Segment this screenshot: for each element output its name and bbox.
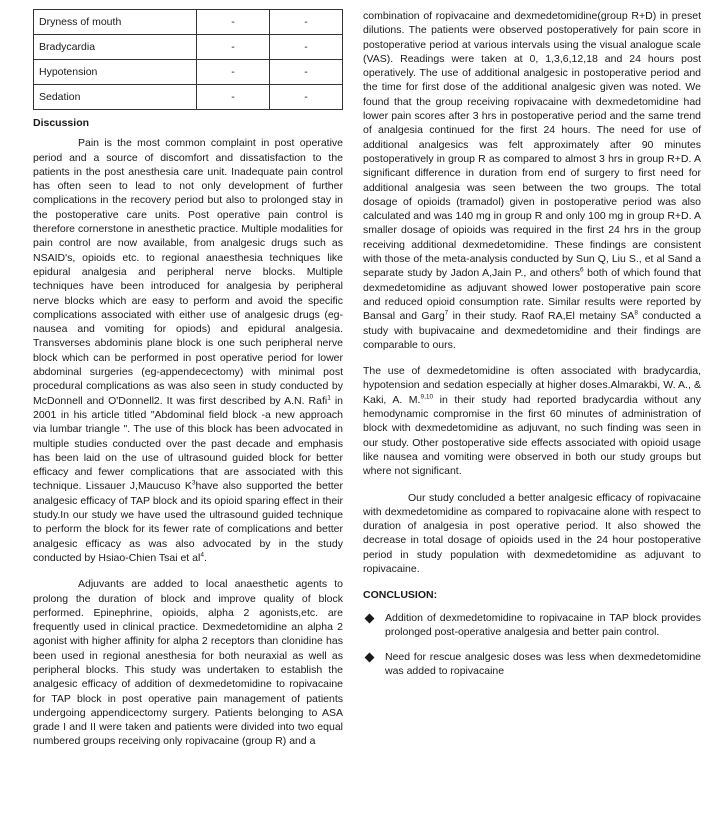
conclusion-item xyxy=(363,650,701,679)
row-label: Sedation xyxy=(34,85,197,110)
group-rd-cell: - xyxy=(270,10,343,35)
group-rd-cell: - xyxy=(270,35,343,60)
group-r-cell: - xyxy=(197,10,270,35)
conclusion-item xyxy=(363,611,701,640)
table-row xyxy=(34,60,343,85)
row-label: Hypotension xyxy=(34,60,197,85)
citation-superscript: 3 xyxy=(191,479,196,487)
group-rd-cell: - xyxy=(270,85,343,110)
discussion-paragraph-5: Our study concluded a better analgesic efficacy of ropivacaine with dexmedetomidine as compared to ropivacaine alone with respect to duration of analgesia in post operative period. It also showed the decrease in total dosage of opioids used in the 24 hour postoperative period in study population with dexmedetomidine as adjuvant to ropivacaine. xyxy=(363,491,701,575)
paragraph-text: . xyxy=(203,551,207,564)
citation-superscript: 8 xyxy=(634,309,638,317)
right-column xyxy=(363,9,701,690)
discussion-paragraph-1 xyxy=(33,136,343,565)
table-row xyxy=(34,35,343,60)
discussion-paragraph-3 xyxy=(363,9,701,352)
side-effects-table xyxy=(33,9,343,110)
citation-superscript: 7 xyxy=(444,309,449,317)
row-label: Bradycardia xyxy=(34,35,197,60)
group-r-cell: - xyxy=(197,85,270,110)
group-r-cell: - xyxy=(197,35,270,60)
paragraph-text: both of which found that dexmedetomidine as adjuvant showed lower postoperative pain score and reduced opioid consumption rate. Similar results were reported by Bansal and Garg xyxy=(363,267,701,323)
group-r-cell: - xyxy=(197,60,270,85)
diamond-bullet-icon xyxy=(365,653,375,663)
left-column xyxy=(33,0,343,749)
conclusion-text: Addition of dexmedetomidine to ropivacaine in TAP block provides prolonged post-operative analgesia and better pain control. xyxy=(385,611,701,638)
paragraph-text: have also supported the better analgesic efficacy of TAP block and its opioid sparing effect in their study.In our study we have used the ultrasound guided technique to perform the block for its fewer rate of complications and better analgesic efficacy as was also advocated by in the study conducted by Hsiao-Chien Tsai et al xyxy=(33,480,343,564)
citation-superscript: 1 xyxy=(327,394,331,402)
paragraph-text: in their study had reported bradycardia without any hemodynamic compromise in the first 60 minutes of administration of block with dexmedetomidine as adjuvant, no such finding was seen in our study. Other postoperative side effects associated with opioid usage like nausea and vomiting were observed in both our study groups but where not significant. xyxy=(363,393,701,478)
table-row xyxy=(34,85,343,110)
discussion-heading: Discussion xyxy=(33,117,90,129)
paragraph-text: in 2001 in his article titled "Abdominal field block -a new approach via lumbar triangle ". The use of this block has been advocated in multiple studies conducted over the past decade and emphasis has been laid on the use of ultrasound guided block for better efficacy and fewer complications that are associated with this technique. Lissauer J,Maucuso K xyxy=(33,394,343,493)
paragraph-text: in their study. Raof RA,El metainy SA xyxy=(448,310,635,323)
citation-superscript: 9,10 xyxy=(420,393,434,401)
table-row xyxy=(34,10,343,35)
diamond-bullet-icon xyxy=(365,613,375,623)
discussion-paragraph-4 xyxy=(363,364,701,478)
citation-superscript: 4 xyxy=(200,551,204,559)
paragraph-text: The use of dexmedetomidine is often associated with bradycardia, hypotension and sedation especially at higher doses.Almarakbi, W. A., & Kaki, A. M. xyxy=(363,365,701,406)
citation-superscript: 6 xyxy=(580,266,584,274)
group-rd-cell: - xyxy=(270,60,343,85)
paragraph-text: combination of ropivacaine and dexmedetomidine(group R+D) in preset dilutions. The patients were observed postoperatively for pain score in postoperative period at various intervals using the visual analogue scale (VAS). Readings were taken at 0, 1,3,6,12,18 and 24 hours post operatively. The use of additional analgesic in postoperative period and the time for first dose of the additional analgesic given was noted. We found that the group receiving ropivacaine with dexmedetomidine had lower pain scores after 3 hrs in postoperative period and the same trend of analgesia continued for the first 24 hours. The need for use of additional analgesics was felt approximately after 90 minutes postoperatively in group R as compared to almost 3 hrs in group R+D. A significant difference in duration from end of surgery to first need for additional analgesia was seen between the two groups. The total dosage of opioids (tramadol) given in postoperative period was also calculated and was 140 mg in group R and only 100 mg in group R+D. A smaller dosage of opioids was required in the first 24 hrs in the group receiving additional dexmedetomidine. These findings are consistent with those of the meta-analysis conducted by Sun Q, Liu S., et al Sand a separate study by Jadon A,Jain P., and others xyxy=(363,10,701,280)
conclusion-text: Need for rescue analgesic doses was less when dexmedetomidine was added to ropivacaine xyxy=(385,651,701,678)
row-label: Dryness of mouth xyxy=(34,10,197,35)
discussion-paragraph-2: Adjuvants are added to local anaesthetic agents to prolong the duration of block and improve quality of block performed. Epinephrine, opioids, alpha 2 agonists,etc. are frequently used in clinical practice. Dexmedetomidine an alpha 2 agonist with higher affinity for alpha 2 receptors than clonidine has been used in regional anesthesia for both neuraxial as well as peripheral blocks. This study was undertaken to establish the analgesic efficacy of addition of dexmedetomidine to ropivacaine for TAP block in post operative pain management of patients undergoing appendicectomy surgery. Patients belonging to ASA grade I and II were taken and patients were divided into two equal numbered groups receiving only ropivacaine (group R) and a xyxy=(33,578,343,748)
conclusion-heading: CONCLUSION: xyxy=(363,589,438,602)
paragraph-text: conducted a study with bupivacaine and dexmedetomidine and their findings are comparable to ours. xyxy=(363,310,701,351)
conclusion-list xyxy=(363,611,701,679)
paragraph-text: Pain is the most common complaint in post operative period and a source of discomfort and dissatisfaction to the patients in the post anesthesia care unit. Inadequate pain control has often seen to lead to not only development of further complications in the recovery period but also to prolonged stay in the postoperative care units. Post operative pain control is therefore cornerstone in anesthetic practice. Multiple modalities for pain control are now available, from analgesic drugs such as NSAID's, opioids etc. to regional anaesthesia techniques like epidural analgesia and peripheral nerve blocks. Multiple techniques have been introduced for analgesia by peripheral nerve blocks which are easy to perform and avoid the specific complications associated with either use of analgesic drugs (eg-nausea and vomiting for opiods) and epidural analgesia. Transverses abdominis plane block is one such peripheral nerve block which can be performed in post operative period for lower abdominal surgeries (eg-appendecectomy) with minimal post procedural complications as was also seen in study conducted by McDonnell and O'Donnell2. It was first described by A.N. Rafi xyxy=(33,137,343,407)
